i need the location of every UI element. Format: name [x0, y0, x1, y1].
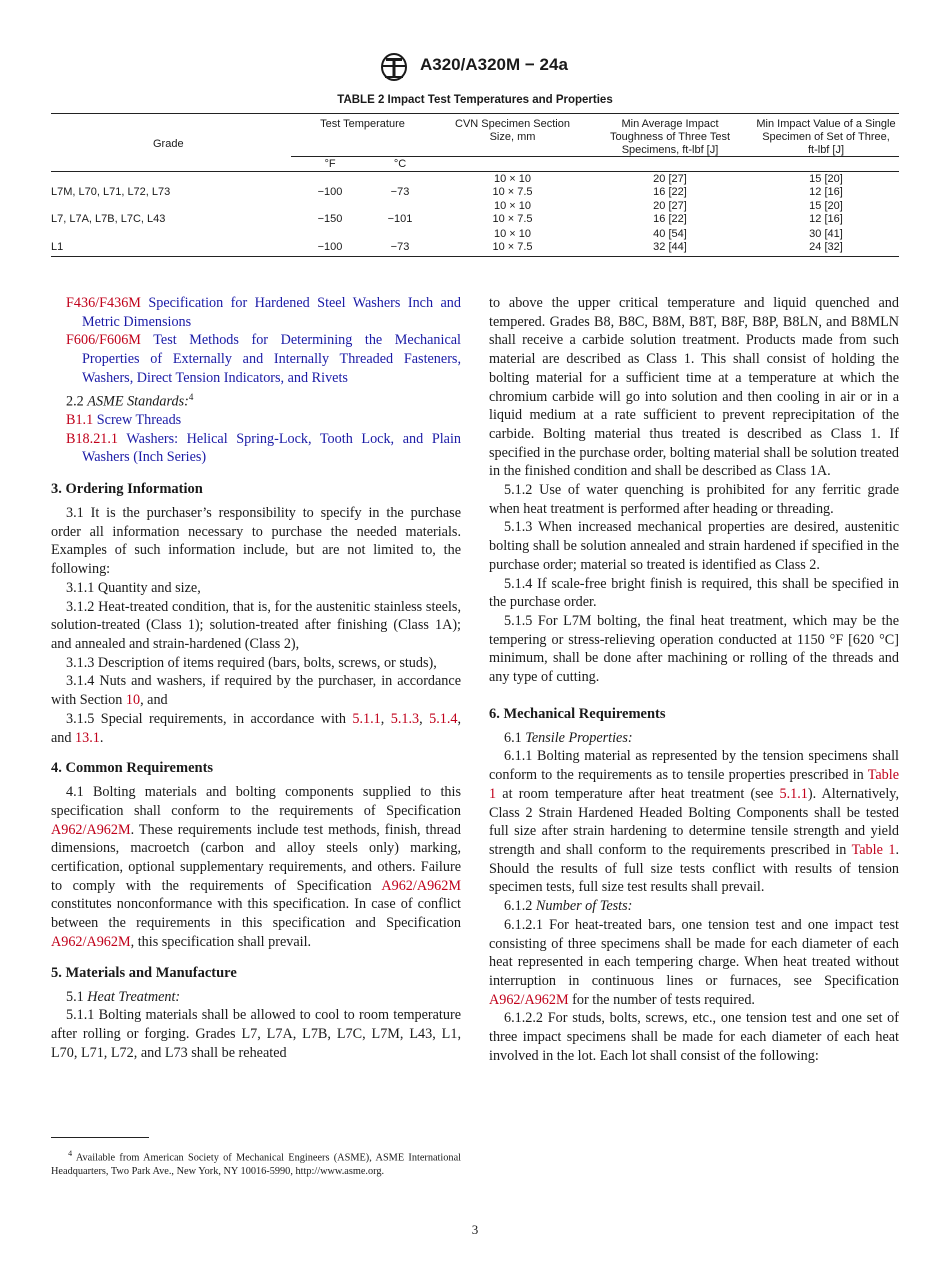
table-cell-temp-c: −101	[387, 213, 413, 225]
table-cell-temp-f: −100	[317, 241, 343, 253]
table-cell-temp-f: −150	[317, 213, 343, 225]
th-min-avg-line1: Min Average Impact	[621, 118, 719, 130]
section-label: ASME Standards:	[87, 393, 189, 410]
link-5-1-1[interactable]: 5.1.1	[779, 785, 808, 802]
table-cell-grade: L1	[51, 241, 64, 253]
footnote-ref[interactable]: 4	[188, 391, 194, 402]
section-5-1: 5.1 Heat Treatment:	[66, 988, 181, 1005]
link-a962[interactable]: A962/A962M	[381, 877, 461, 894]
th-test-temperature: Test Temperature	[320, 118, 405, 130]
link-table-1[interactable]: Table 1	[851, 841, 896, 858]
reference-f436	[51, 294, 461, 331]
para-5-1-1-continued: to above the upper critical temperature and liquid quenched and tempered. Grades B8, B8C, B8M, B8T, B8F, B8P, B8LN, and B8MLN shall receive a carbide solution treatment. Products made from such material are described as Class 1. This shall consist of holding the bolting material for a sufficient time at a temperature at which the chromium carbide will go into solution and then cooling in air or in a liquid medium at a rate sufficient to prevent reprecipitation of the carbide. Bolting material thus treated is described as Class 1. If specified in the purchase order, bolting material shall be solution treated in the finished condition and shall be described as Class 1A.	[489, 295, 899, 480]
table-cell-size: 10 × 7.5	[492, 213, 533, 225]
link-a962[interactable]: A962/A962M	[489, 991, 569, 1008]
para-6-1-1: 6.1.1 Bolting material as represented by the tension specimens shall conform to the requirements as to tensile properties prescribed in Table 1 at room temperature after heat treatment (see 5.1.1). Alternatively, Class 2 Strain Hardened Headed Bolting Components shall be tested full size after strain hardening to determine tensile strength and yield strength and shall conform to the requirements prescribed in Table 1. Should the results of full size tests conflict with results of tension specimen tests, full size test results shall prevail.	[489, 748, 900, 896]
table-cell-size: 10 × 10	[493, 173, 531, 185]
table-title: TABLE 2 Impact Test Temperatures and Properties	[337, 94, 613, 106]
left-column	[51, 294, 461, 1062]
link-section-10[interactable]: 10	[125, 692, 141, 709]
document-code: A320/A320M − 24a	[420, 55, 568, 74]
right-column	[489, 294, 899, 1065]
table-cell-avg: 16 [22]	[653, 186, 687, 198]
table-cell-grade: L7M, L70, L71, L72, L73	[51, 186, 171, 198]
para-5-1-5: 5.1.5 For L7M bolting, the final heat treatment, which may be the tempering or stress-relieving operation conducted at 1150 °F [620 °C] minimum, shall be done after machining or rolling of the threads and any type of cutting.	[489, 612, 899, 686]
ref-code-f436[interactable]: F436/F436M	[66, 295, 141, 311]
para-3-1-2: 3.1.2 Heat-treated condition, that is, for the austenitic stainless steels, solution-treated (Class 1); solution-treated after finishing (Class 1A); and annealed and strain-hardened (Class 2),	[51, 598, 461, 652]
heading-common-requirements: 4. Common Requirements	[51, 760, 214, 777]
para-6-1-2-1: 6.1.2.1 For heat-treated bars, one tension test and one impact test consisting of three specimens shall be made for each diameter of each heat represented in each tempering charge. When heat treated without interruption in continuous lines or furnaces, see Specification A962/A962M for the number of tests required.	[489, 916, 899, 1008]
table-cell-single: 24 [32]	[809, 241, 843, 253]
th-cvn-line2: Size, mm	[489, 131, 536, 143]
th-deg-f: °F	[324, 158, 336, 170]
table-head-rule	[51, 171, 899, 172]
page-header	[0, 52, 950, 82]
table-cell-size: 10 × 7.5	[492, 241, 533, 253]
ref-code-b18-21-1[interactable]: B18.21.1	[66, 430, 119, 447]
para-5-1-3: 5.1.3 When increased mechanical properties are desired, austenitic bolting shall be solution annealed and strain hardened if specified in the purchase order; material so treated is identified as Class 2.	[489, 519, 899, 573]
link-a962[interactable]: A962/A962M	[51, 821, 131, 838]
footnote-rule	[51, 1137, 149, 1138]
para-3-1-3: 3.1.3 Description of items required (bars, bolts, screws, or studs),	[66, 654, 437, 671]
th-min-avg-line2: Toughness of Three Test	[609, 131, 731, 143]
reference-f606	[51, 331, 461, 387]
table-cell-temp-f: −100	[317, 186, 343, 198]
table-cell-avg: 16 [22]	[653, 213, 687, 225]
link-5-1-3[interactable]: 5.1.3	[390, 710, 420, 727]
astm-logo-icon	[376, 52, 412, 82]
table-cell-temp-c: −73	[390, 186, 410, 198]
table-cell-single: 12 [16]	[809, 213, 843, 225]
link-5-1-4[interactable]: 5.1.4	[429, 710, 458, 727]
table-cell-avg: 40 [54]	[653, 228, 687, 240]
ref-title-f436[interactable]: Specification for Hardened Steel Washers Inch and Metric Dimensions	[82, 295, 461, 330]
th-grade: Grade	[153, 138, 184, 150]
table-cell-size: 10 × 7.5	[492, 186, 533, 198]
heading-ordering-information: 3. Ordering Information	[51, 481, 203, 498]
th-min-avg-line3: Specimens, ft-lbf [J]	[621, 144, 719, 156]
section-2-2	[51, 388, 461, 411]
section-6-1-2: 6.1.2 Number of Tests:	[504, 898, 633, 915]
table-cell-grade: L7, L7A, L7B, L7C, L43	[51, 213, 166, 225]
para-3-1: 3.1 It is the purchaser’s responsibility to specify in the purchase order all information necessary to purchase the needed materials. Examples of such information include, but are not limited to, the following:	[51, 505, 461, 578]
para-3-1-1: 3.1.1 Quantity and size,	[66, 579, 201, 596]
ref-title-b1-1[interactable]: Screw Threads	[96, 411, 182, 428]
table-cell-avg: 32 [44]	[653, 241, 687, 253]
ref-code-b1-1[interactable]: B1.1	[66, 411, 94, 428]
page-number: 3	[471, 1222, 479, 1237]
th-min-single-line3: ft-lbf [J]	[807, 144, 845, 156]
para-5-1-2: 5.1.2 Use of water quenching is prohibited for any ferritic grade when heat treatment is performed after heading or threading.	[489, 482, 899, 517]
table-cell-single: 15 [20]	[809, 173, 843, 185]
table-cell-temp-c: −73	[390, 241, 410, 253]
para-4-1: 4.1 Bolting materials and bolting components supplied to this specification shall conform to the requirements of Specification A962/A962M. These requirements include test methods, finish, thread dimensions, macroetch (carbon and alloy steels only) marking, certification, optional supplementary requirements, and others. Failure to comply with the requirements of Specification A962/A962M constitutes nonconformance with this specification. In case of conflict between the requirements in this specification and Specification A962/A962M, this specification shall prevail.	[51, 784, 461, 950]
table-cell-single: 15 [20]	[809, 200, 843, 212]
heading-mechanical-requirements: 6. Mechanical Requirements	[489, 705, 666, 722]
para-5-1-1: 5.1.1 Bolting materials shall be allowed to cool to room temperature after rolling or forging. Grades L7, L7A, L7B, L7C, L7M, L43, L1, L70, L71, L72, and L73 shall be reheated	[51, 1007, 461, 1061]
heading-materials-and-manufacture: 5. Materials and Manufacture	[51, 964, 237, 981]
th-deg-c: °C	[393, 158, 407, 170]
link-a962[interactable]: A962/A962M	[51, 933, 131, 950]
link-13-1[interactable]: 13.1	[75, 729, 100, 746]
table-cell-size: 10 × 10	[493, 228, 531, 240]
para-5-1-4: 5.1.4 If scale-free bright finish is required, this shall be specified in the purchase order.	[489, 575, 899, 611]
ref-title-f606[interactable]: Test Methods for Determining the Mechanical Properties of Externally and Internally Threaded Fasteners, Washers, Direct Tension Indicators, and Rivets	[82, 332, 461, 386]
reference-b1-1	[51, 411, 461, 430]
para-3-1-4: 3.1.4 Nuts and washers, if required by the purchaser, in accordance with Section 10, and	[51, 673, 461, 709]
table-cell-avg: 20 [27]	[653, 200, 687, 212]
ref-code-f606[interactable]: F606/F606M	[66, 332, 141, 349]
th-min-single-line1: Min Impact Value of a Single	[756, 118, 896, 130]
link-table-1[interactable]: Table 1	[489, 767, 899, 802]
ref-title-b18-21-1[interactable]: Washers: Helical Spring-Lock, Tooth Lock, and Plain Washers (Inch Series)	[82, 430, 461, 466]
para-3-1-5: 3.1.5 Special requirements, in accordance with 5.1.1, 5.1.3, 5.1.4, and 13.1.	[51, 710, 462, 746]
link-5-1-1[interactable]: 5.1.1	[352, 710, 381, 727]
table-top-rule	[51, 113, 899, 114]
th-min-single-line2: Specimen of Set of Three,	[762, 131, 890, 143]
section-number: 2.2	[66, 393, 84, 410]
table-cell-single: 30 [41]	[809, 228, 843, 240]
para-6-1-2-2: 6.1.2.2 For studs, bolts, screws, etc., one tension test and one set of three impact specimens shall be made for each diameter of each heat involved in the lot. Each lot shall consist of the following:	[489, 1010, 899, 1064]
section-6-1: 6.1 Tensile Properties:	[504, 729, 633, 746]
reference-b18-21-1	[51, 430, 461, 467]
table-cell-single: 12 [16]	[809, 186, 843, 198]
table-bottom-rule	[51, 256, 899, 257]
footnote-4: $^4$ Available from American Society of Mechanical Engineers (ASME), ASME International Headquarters, Two Park Ave., New York, NY 10016-5990, http://www.asme.org.	[51, 1149, 461, 1177]
table-cell-avg: 20 [27]	[653, 173, 687, 185]
th-cvn-line1: CVN Specimen Section	[455, 118, 570, 130]
table-cell-size: 10 × 10	[493, 200, 531, 212]
